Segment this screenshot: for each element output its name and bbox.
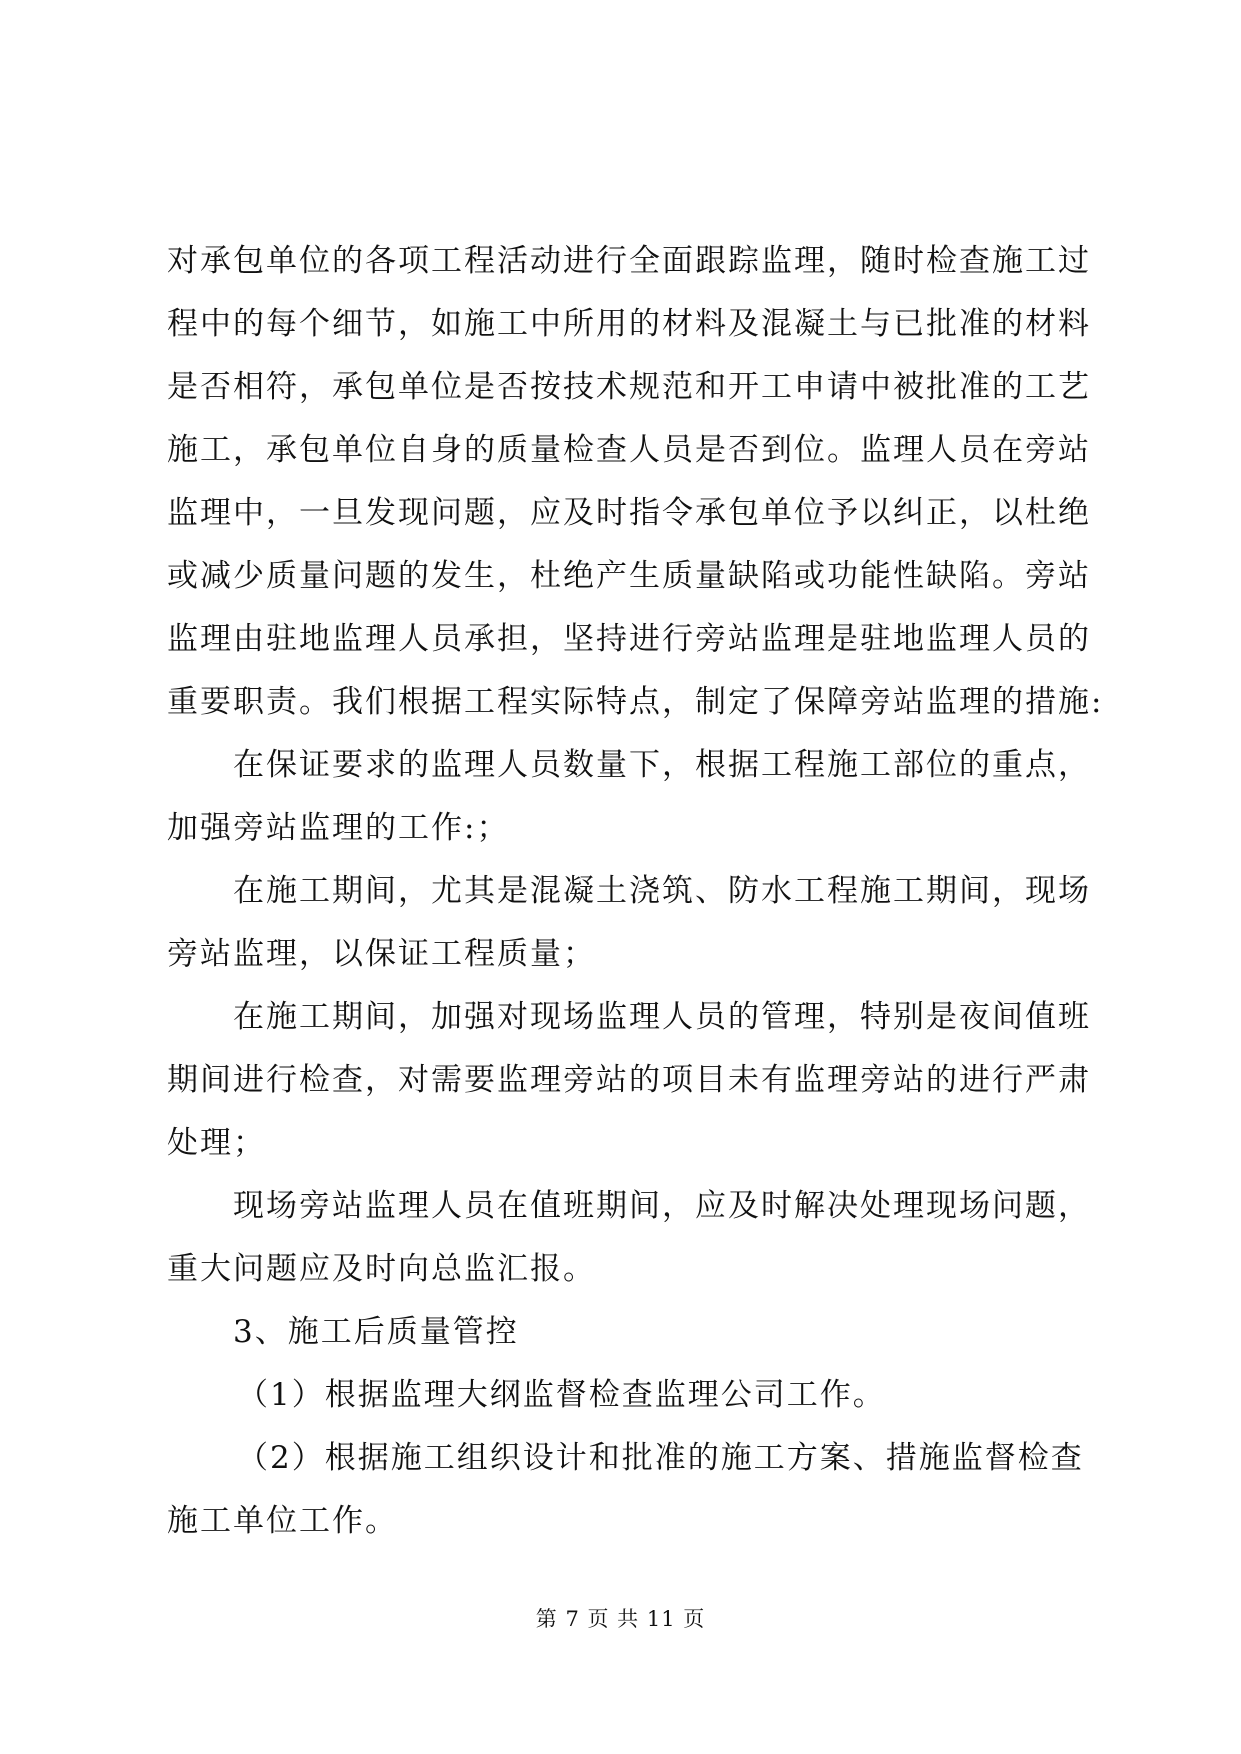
text-line: 或减少质量问题的发生，杜绝产生质量缺陷或功能性缺陷。旁站 bbox=[167, 558, 1091, 594]
text-line: 加强旁站监理的工作:； bbox=[167, 810, 510, 846]
list-item: （1）根据监理大纲监督检查监理公司工作。 bbox=[237, 1377, 886, 1413]
text-line: 施工，承包单位自身的质量检查人员是否到位。监理人员在旁站 bbox=[167, 432, 1091, 468]
text-line: 在保证要求的监理人员数量下，根据工程施工部位的重点， bbox=[233, 747, 1091, 783]
text-line: 重大问题应及时向总监汇报。 bbox=[167, 1251, 596, 1287]
section-heading: 3、施工后质量管控 bbox=[233, 1314, 519, 1350]
text-line: 在施工期间，加强对现场监理人员的管理，特别是夜间值班 bbox=[233, 999, 1091, 1035]
page-number-footer: 第 7 页 共 11 页 bbox=[535, 1607, 706, 1631]
text-line: 对承包单位的各项工程活动进行全面跟踪监理，随时检查施工过 bbox=[167, 243, 1091, 279]
list-item: （2）根据施工组织设计和批准的施工方案、措施监督检查 bbox=[237, 1440, 1084, 1476]
document-body bbox=[167, 230, 1104, 1553]
text-line: 现场旁站监理人员在值班期间，应及时解决处理现场问题， bbox=[233, 1188, 1091, 1224]
text-line: 期间进行检查，对需要监理旁站的项目未有监理旁站的进行严肃 bbox=[167, 1062, 1091, 1098]
text-line: 在施工期间，尤其是混凝土浇筑、防水工程施工期间，现场 bbox=[233, 873, 1091, 909]
text-line: 监理由驻地监理人员承担，坚持进行旁站监理是驻地监理人员的 bbox=[167, 621, 1091, 657]
text-line: 程中的每个细节，如施工中所用的材料及混凝土与已批准的材料 bbox=[167, 306, 1091, 342]
text-line: 监理中，一旦发现问题，应及时指令承包单位予以纠正，以杜绝 bbox=[167, 495, 1091, 531]
text-line: 旁站监理，以保证工程质量； bbox=[167, 936, 596, 972]
text-line: 重要职责。我们根据工程实际特点，制定了保障旁站监理的措施: bbox=[167, 684, 1104, 720]
text-line: 施工单位工作。 bbox=[167, 1503, 398, 1539]
text-line: 是否相符，承包单位是否按技术规范和开工申请中被批准的工艺 bbox=[167, 369, 1091, 405]
text-line: 处理； bbox=[167, 1125, 266, 1161]
